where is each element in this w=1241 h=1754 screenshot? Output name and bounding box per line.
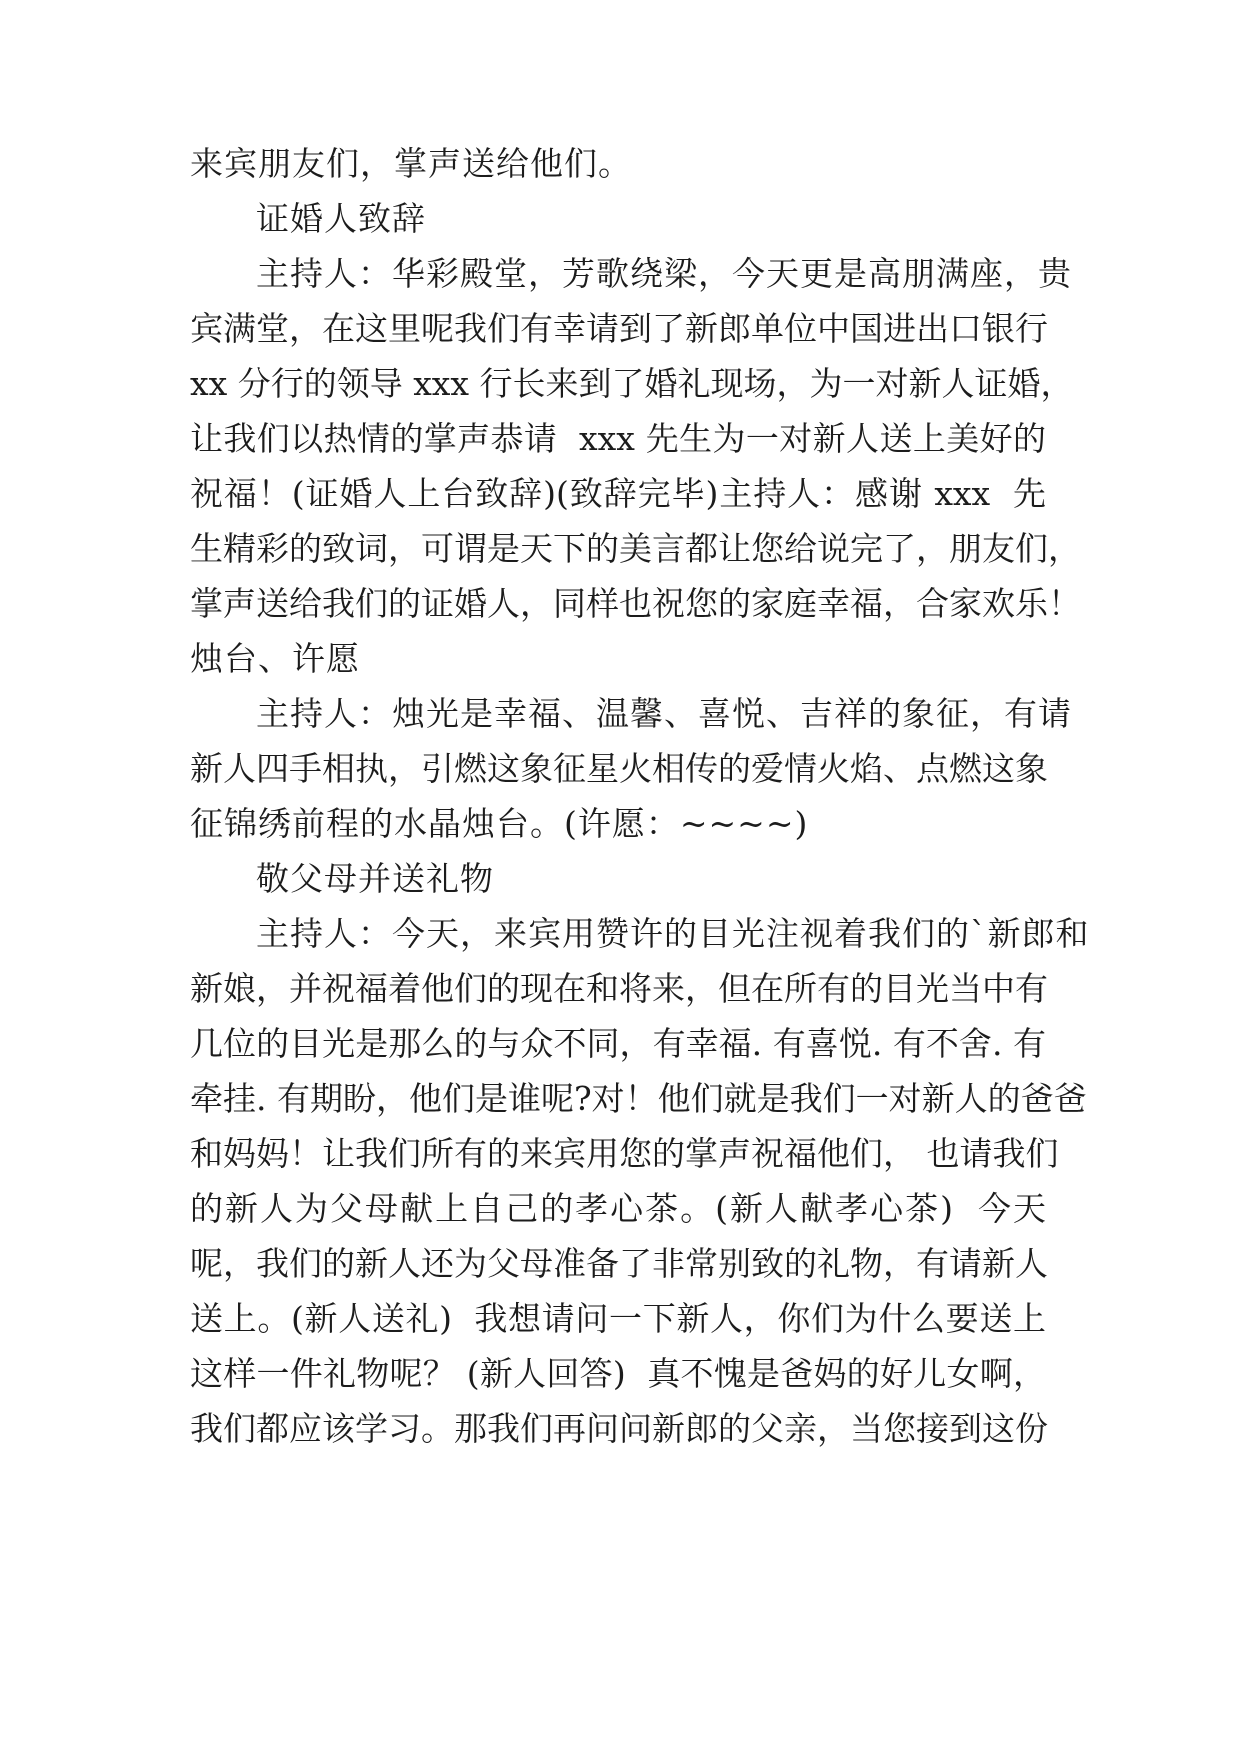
paragraph-line: 生精彩的致词，可谓是天下的美言都让您给说完了，朋友们， bbox=[190, 529, 1081, 568]
section-heading: 敬父母并送礼物 bbox=[256, 859, 494, 898]
paragraph-line: 呢，我们的新人还为父母准备了非常别致的礼物，有请新人 bbox=[190, 1244, 1048, 1283]
paragraph-line: 祝福！(证婚人上台致辞)(致辞完毕)主持人：感谢 xxx 先 bbox=[190, 474, 1046, 513]
paragraph-line: xx 分行的领导 xxx 行长来到了婚礼现场，为一对新人证婚， bbox=[190, 364, 1074, 403]
paragraph-line: 新人四手相执，引燃这象征星火相传的爱情火焰、点燃这象 bbox=[190, 749, 1048, 788]
paragraph-line: 送上。(新人送礼) 我想请问一下新人，你们为什么要送上 bbox=[190, 1299, 1046, 1338]
paragraph-line: 掌声送给我们的证婚人，同样也祝您的家庭幸福，合家欢乐！ bbox=[190, 584, 1081, 623]
paragraph-line: 征锦绣前程的水晶烛台。(许愿：~~~~) bbox=[190, 804, 809, 843]
paragraph-line: 的新人为父母献上自己的孝心茶。(新人献孝心茶) 今天 bbox=[190, 1189, 1046, 1228]
section-heading: 证婚人致辞 bbox=[256, 199, 426, 238]
paragraph-line: 主持人：今天，来宾用赞许的目光注视着我们的`新郎和 bbox=[256, 914, 1090, 953]
paragraph-line: 主持人：华彩殿堂，芳歌绕梁，今天更是高朋满座，贵 bbox=[256, 254, 1072, 293]
paragraph-line: 我们都应该学习。那我们再问问新郎的父亲，当您接到这份 bbox=[190, 1409, 1048, 1448]
section-heading: 烛台、许愿 bbox=[190, 639, 360, 678]
paragraph-line: 宾满堂，在这里呢我们有幸请到了新郎单位中国进出口银行 bbox=[190, 309, 1048, 348]
paragraph-line: 主持人：烛光是幸福、温馨、喜悦、吉祥的象征，有请 bbox=[256, 694, 1072, 733]
paragraph-line: 和妈妈！让我们所有的来宾用您的掌声祝福他们， 也请我们 bbox=[190, 1134, 1059, 1173]
paragraph-line: 新娘，并祝福着他们的现在和将来，但在所有的目光当中有 bbox=[190, 969, 1048, 1008]
paragraph-line: 这样一件礼物呢？ (新人回答) 真不愧是爸妈的好儿女啊， bbox=[190, 1354, 1046, 1393]
paragraph-line: 来宾朋友们，掌声送给他们。 bbox=[190, 144, 632, 183]
paragraph-line: 让我们以热情的掌声恭请 xxx 先生为一对新人送上美好的 bbox=[190, 419, 1046, 458]
paragraph-line: 几位的目光是那么的与众不同，有幸福. 有喜悦. 有不舍. 有 bbox=[190, 1024, 1046, 1063]
paragraph-line: 牵挂. 有期盼，他们是谁呢?对！他们就是我们一对新人的爸爸 bbox=[190, 1079, 1087, 1118]
